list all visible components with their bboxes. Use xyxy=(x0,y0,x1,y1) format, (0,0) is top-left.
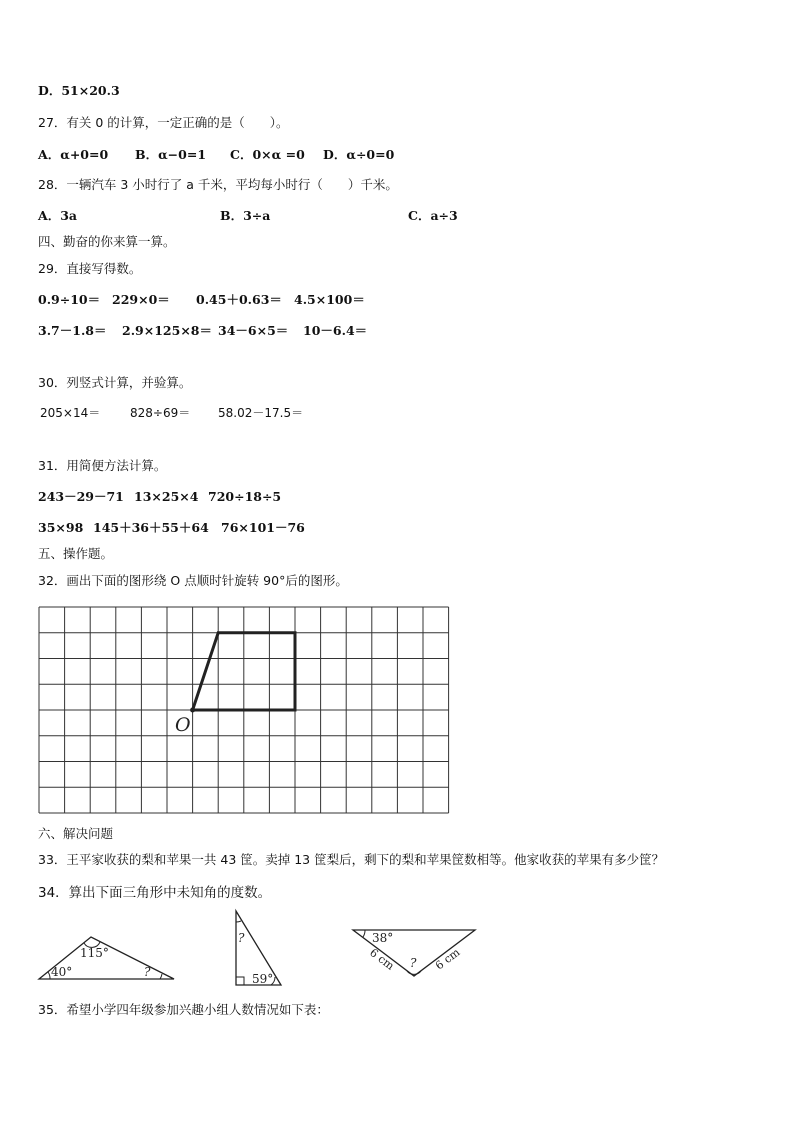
q30-item: 205×14＝ xyxy=(40,406,101,420)
q31-item: 243－29－71 xyxy=(38,489,124,504)
q31-item: 13×25×4 xyxy=(134,489,199,504)
section5-title: 五、操作题。 xyxy=(38,546,114,561)
q34-stem: 34．算出下面三角形中未知角的度数。 xyxy=(38,885,272,901)
triangle3-unknown: ? xyxy=(410,956,417,970)
q31-item: 145＋36＋55＋64 xyxy=(93,520,209,535)
q29-item: 2.9×125×8＝ xyxy=(122,323,212,338)
q29-item: 229×0＝ xyxy=(112,292,170,307)
section6-title: 六、解决问题 xyxy=(38,826,114,841)
triangle2-unknown: ? xyxy=(238,931,245,945)
rotation-grid xyxy=(38,605,452,817)
q30-item: 828÷69＝ xyxy=(130,406,191,420)
triangle2-angle-bottom: 59° xyxy=(252,972,274,986)
q29-stem: 29．直接写得数。 xyxy=(38,261,142,276)
q27-option-b: B．α−0=1 xyxy=(135,147,207,162)
triangle1-angle-left: 40° xyxy=(51,965,73,979)
q27-stem: 27．有关 0 的计算，一定正确的是（ ）。 xyxy=(38,115,289,130)
triangle3-side-right: 6 cm xyxy=(432,945,463,973)
q29-item: 3.7－1.8＝ xyxy=(38,323,107,338)
triangle-3 xyxy=(350,926,480,980)
q28-option-a: A．3a xyxy=(38,208,77,223)
q30-stem: 30．列竖式计算，并验算。 xyxy=(38,375,192,390)
q29-item: 34－6×5＝ xyxy=(218,323,289,338)
triangle3-side-left: 6 cm xyxy=(367,946,397,973)
q31-stem: 31．用简便方法计算。 xyxy=(38,458,167,473)
triangle1-angle-top: 115° xyxy=(80,946,109,960)
q30-item: 58.02－17.5＝ xyxy=(218,406,304,420)
q32-stem: 32．画出下面的图形绕 O 点顺时针旋转 90°后的图形。 xyxy=(38,573,348,588)
q33-stem: 33．王平家收获的梨和苹果一共 43 筐。卖掉 13 筐梨后，剩下的梨和苹果筐数相等。他家收获的苹果有多少筐？ xyxy=(38,852,665,867)
triangle3-angle-left: 38° xyxy=(372,931,394,945)
q29-item: 4.5×100＝ xyxy=(294,292,365,307)
point-o xyxy=(190,708,195,713)
q29-item: 0.9÷10＝ xyxy=(38,292,101,307)
q35-stem: 35．希望小学四年级参加兴趣小组人数情况如下表： xyxy=(38,1002,329,1017)
q31-item: 720÷18÷5 xyxy=(208,489,282,504)
q28-stem: 28．一辆汽车 3 小时行了 a 千米，平均每小时行（ ）千米。 xyxy=(38,177,398,192)
triangle1-unknown: ? xyxy=(144,965,151,979)
q27-option-a: A．α+0=0 xyxy=(38,147,109,162)
q31-item: 35×98 xyxy=(38,520,84,535)
q29-item: 0.45＋0.63＝ xyxy=(196,292,282,307)
q27-option-d: D．α÷0=0 xyxy=(323,147,395,162)
q29-item: 10－6.4＝ xyxy=(303,323,368,338)
triangle-1 xyxy=(36,932,178,984)
point-o-label: O xyxy=(175,714,191,736)
q28-option-b: B．3÷a xyxy=(220,208,271,223)
q31-item: 76×101－76 xyxy=(221,520,305,535)
q28-option-c: C．a÷3 xyxy=(408,208,458,223)
triangle-2 xyxy=(228,908,288,988)
q26-option-d: D．51×20.3 xyxy=(38,83,120,98)
q27-option-c: C．0×α =0 xyxy=(230,147,305,162)
section4-title: 四、勤奋的你来算一算。 xyxy=(38,234,176,249)
